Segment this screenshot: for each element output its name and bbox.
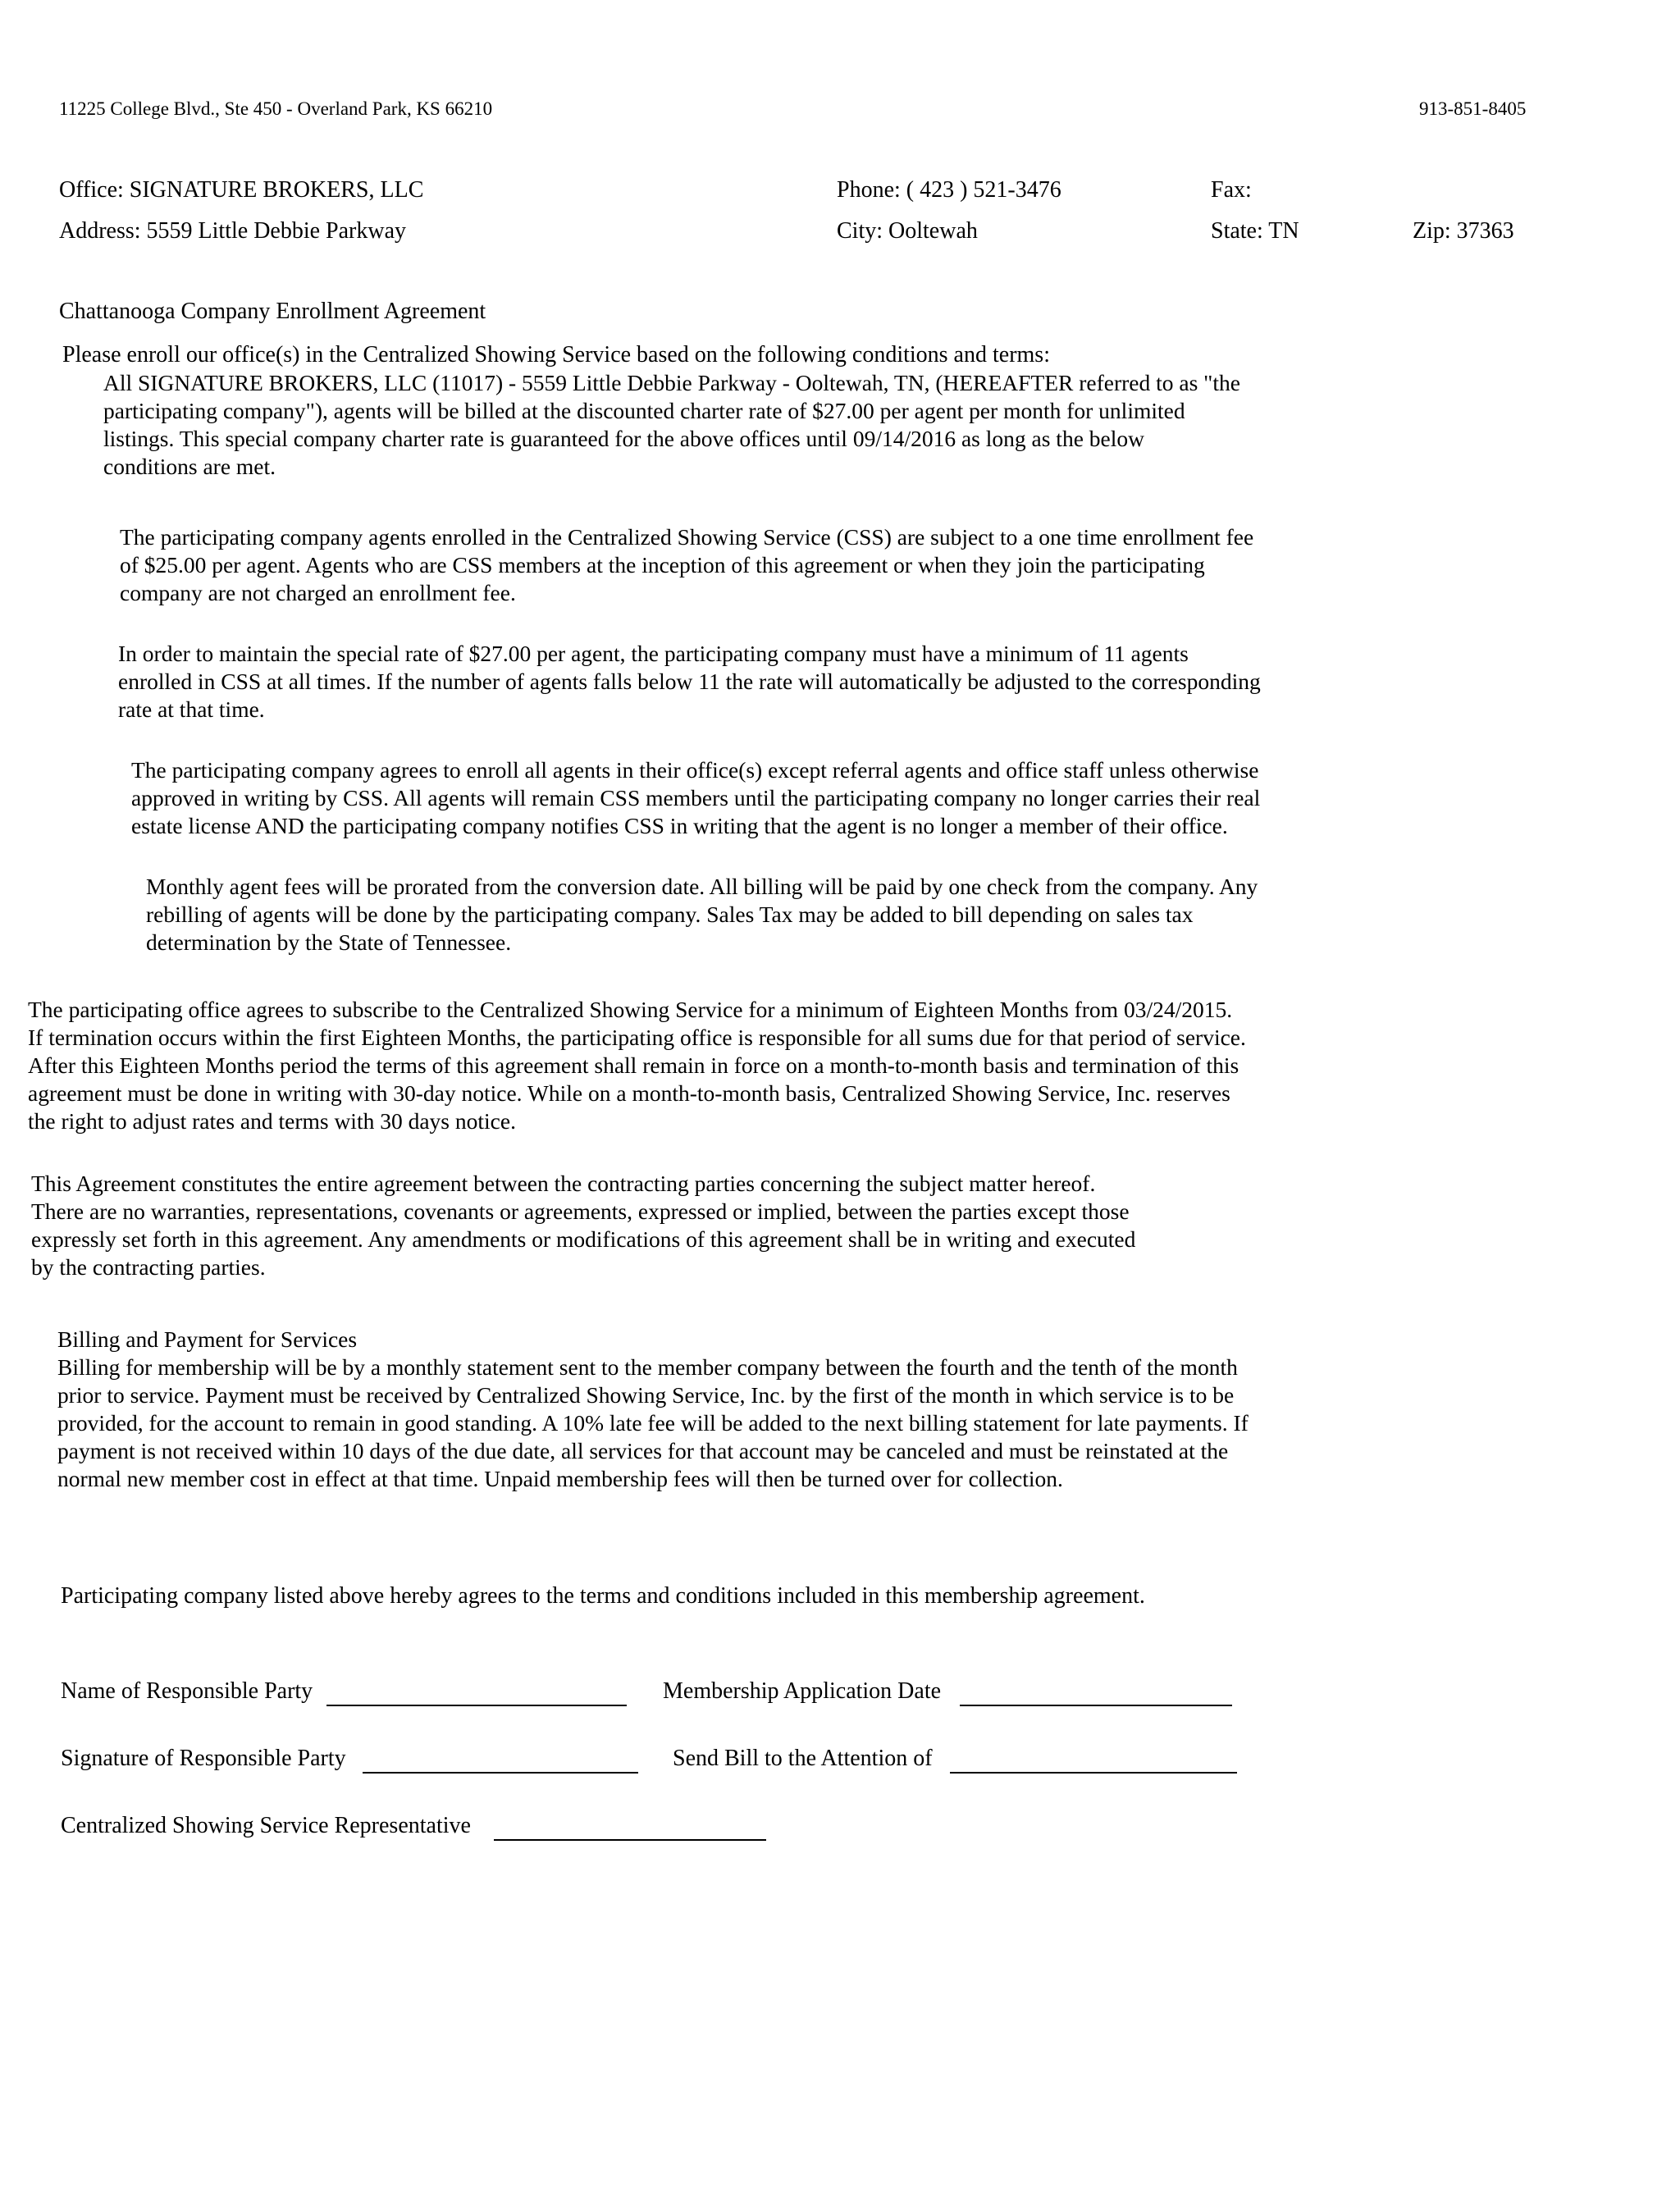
condition-enroll-all-agents — [131, 756, 1260, 840]
condition-line: enrolled in CSS at all times. If the number of agents falls below 11 the rate will automatically be adjusted to the corresponding — [118, 669, 1261, 694]
billing-line: prior to service. Payment must be received by Centralized Showing Service, Inc. by the first of the month in which service is to be — [57, 1382, 1235, 1408]
condition-line: determination by the State of Tennessee. — [146, 929, 512, 955]
term-line: The participating office agrees to subscribe to the Centralized Showing Service for a minimum of Eighteen Months from 03/24/2015. — [28, 997, 1233, 1022]
responsible-party-name-label: Name of Responsible Party — [61, 1678, 313, 1704]
condition-line: In order to maintain the special rate of $27.00 per agent, the participating company must have a minimum of 11 agents — [118, 641, 1189, 666]
office-fax: Fax: — [1211, 177, 1252, 203]
intro-body-line: listings. This special company charter rate is guaranteed for the above offices until 09/14/2016 as long as the below — [103, 426, 1144, 451]
condition-line: approved in writing by CSS. All agents will remain CSS members until the participating company no longer carries their real — [131, 785, 1261, 810]
term-line: After this Eighteen Months period the terms of this agreement shall remain in force on a month-to-month basis and termination of this — [28, 1052, 1239, 1078]
office-address: Address: 5559 Little Debbie Parkway — [59, 218, 407, 244]
intro-body-line: All SIGNATURE BROKERS, LLC (11017) - 5559 Little Debbie Parkway - Ooltewah, TN, (HEREAFTER referred to as "the — [103, 370, 1240, 395]
condition-line: The participating company agrees to enroll all agents in their office(s) except referral agents and office staff unless otherwise — [131, 757, 1259, 783]
intro-body-line: participating company"), agents will be billed at the discounted charter rate of $27.00 per agent per month for unlimited — [103, 398, 1185, 423]
representative-label: Centralized Showing Service Representative — [61, 1813, 471, 1838]
bill-attention-label: Send Bill to the Attention of — [673, 1746, 933, 1771]
condition-minimum-agents — [118, 640, 1261, 724]
company-phone: 913-851-8405 — [1419, 98, 1527, 119]
condition-line: rate at that time. — [118, 696, 265, 722]
billing-line: normal new member cost in effect at that time. Unpaid membership fees will then be turned over for collection. — [57, 1466, 1063, 1491]
responsible-party-signature-label: Signature of Responsible Party — [61, 1746, 346, 1771]
condition-line: company are not charged an enrollment fee. — [120, 580, 516, 605]
agreement-line: by the contracting parties. — [31, 1254, 266, 1280]
intro-body — [103, 369, 1240, 481]
office-state: State: TN — [1211, 218, 1299, 244]
entire-agreement-paragraph — [31, 1170, 1135, 1281]
term-line: the right to adjust rates and terms with 30 days notice. — [28, 1108, 516, 1134]
bill-attention-field[interactable] — [950, 1772, 1237, 1774]
billing-line: Billing for membership will be by a monthly statement sent to the member company between the fourth and the tenth of the month — [57, 1354, 1238, 1380]
representative-field[interactable] — [494, 1839, 766, 1841]
agreement-title: Chattanooga Company Enrollment Agreement — [59, 299, 486, 324]
condition-line: The participating company agents enrolled in the Centralized Showing Service (CSS) are subject to a one time enrollment fee — [120, 524, 1254, 550]
billing-line: payment is not received within 10 days of the due date, all services for that account may be canceled and must be reinstated at the — [57, 1438, 1229, 1463]
condition-line: Monthly agent fees will be prorated from the conversion date. All billing will be paid by one check from the company. Any — [146, 874, 1258, 899]
intro-line: Please enroll our office(s) in the Centralized Showing Service based on the following conditions and terms: — [62, 342, 1050, 368]
responsible-party-name-field[interactable] — [326, 1705, 627, 1706]
office-zip: Zip: 37363 — [1413, 218, 1514, 244]
term-line: agreement must be done in writing with 30-day notice. While on a month-to-month basis, Centralized Showing Service, Inc. reserves — [28, 1080, 1230, 1106]
office-city: City: Ooltewah — [837, 218, 978, 244]
billing-heading: Billing and Payment for Services — [57, 1326, 358, 1352]
company-address: 11225 College Blvd., Ste 450 - Overland Park, KS 66210 — [59, 98, 493, 119]
intro-body-line: conditions are met. — [103, 454, 276, 479]
billing-line: provided, for the account to remain in good standing. A 10% late fee will be added to the next billing statement for late payments. If — [57, 1410, 1249, 1436]
billing-section — [57, 1326, 1249, 1493]
condition-line: rebilling of agents will be done by the participating company. Sales Tax may be added to bill depending on sales tax — [146, 902, 1194, 927]
acceptance-statement: Participating company listed above hereby agrees to the terms and conditions included in this membership agreement. — [61, 1583, 1145, 1609]
term-line: If termination occurs within the first Eighteen Months, the participating office is responsible for all sums due for that period of service. — [28, 1025, 1246, 1050]
condition-line: of $25.00 per agent. Agents who are CSS members at the inception of this agreement or when they join the participating — [120, 552, 1205, 578]
agreement-line: expressly set forth in this agreement. Any amendments or modifications of this agreement shall be in writing and executed — [31, 1226, 1136, 1252]
condition-monthly-fees — [146, 873, 1258, 956]
office-name: Office: SIGNATURE BROKERS, LLC — [59, 177, 424, 203]
condition-enrollment-fee — [120, 523, 1253, 607]
office-phone: Phone: ( 423 ) 521-3476 — [837, 177, 1061, 203]
responsible-party-signature-field[interactable] — [363, 1772, 638, 1774]
application-date-label: Membership Application Date — [663, 1678, 942, 1704]
condition-line: estate license AND the participating company notifies CSS in writing that the agent is no longer a member of their office. — [131, 813, 1228, 838]
agreement-line: There are no warranties, representations, covenants or agreements, expressed or implied, between the parties except those — [31, 1198, 1130, 1224]
agreement-line: This Agreement constitutes the entire agreement between the contracting parties concerning the subject matter hereof. — [31, 1171, 1096, 1196]
term-paragraph — [28, 996, 1246, 1135]
application-date-field[interactable] — [960, 1705, 1232, 1706]
